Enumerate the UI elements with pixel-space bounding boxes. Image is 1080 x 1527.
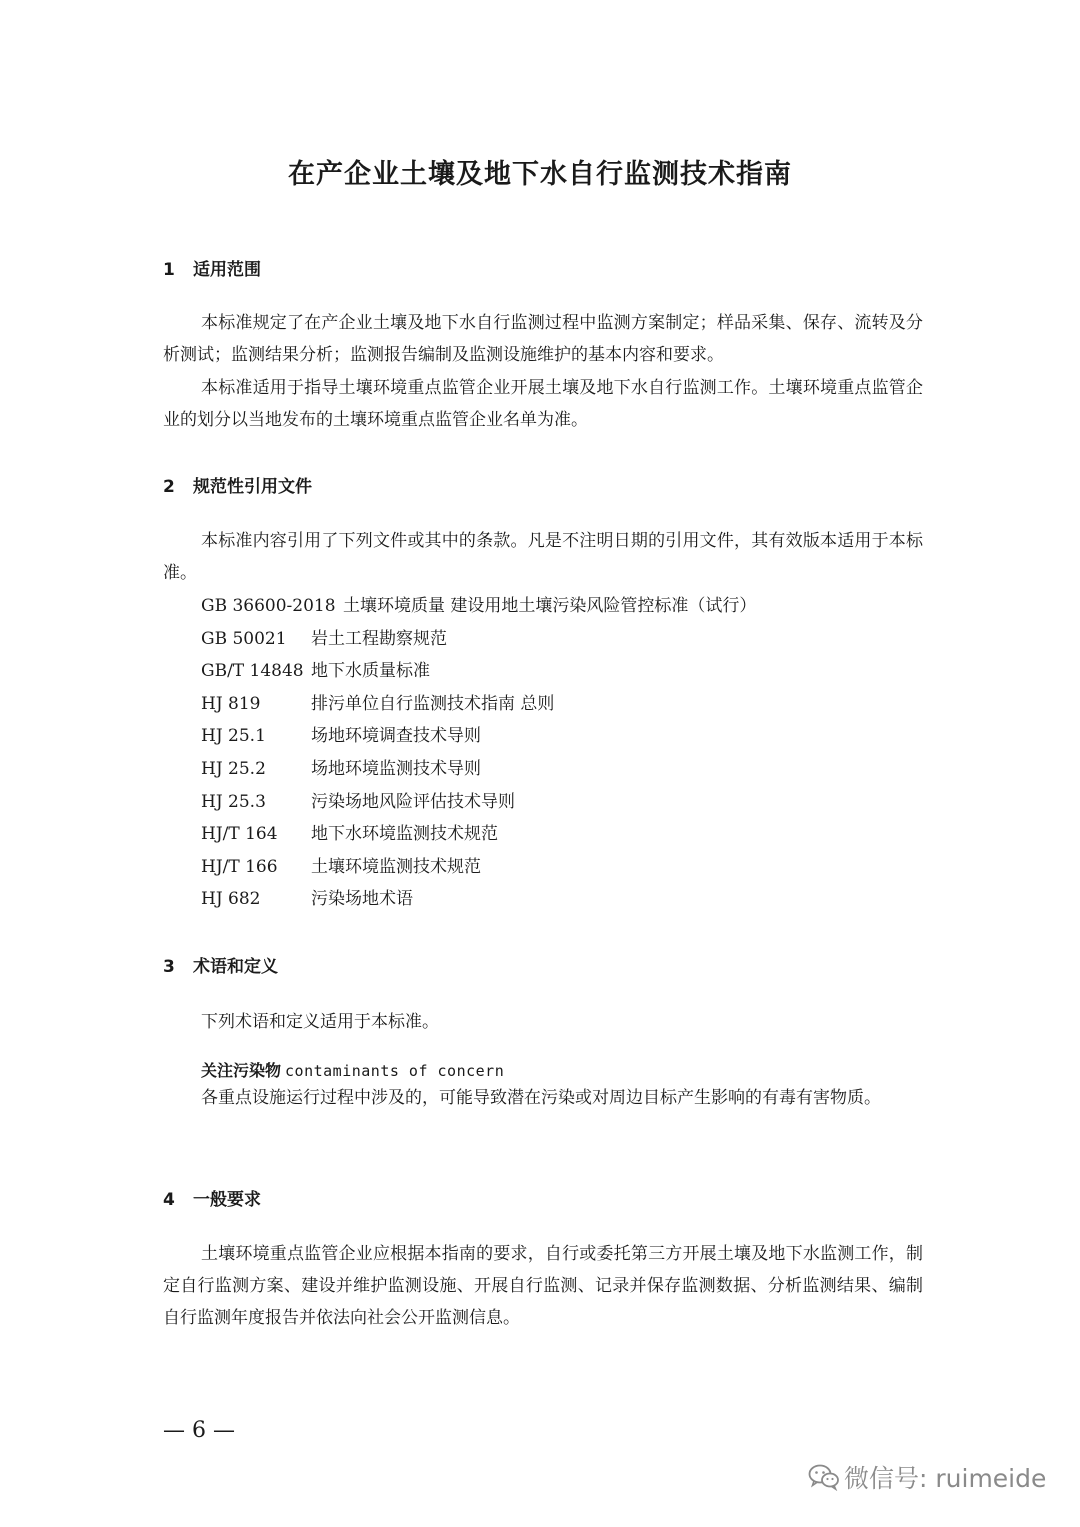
reference-row (201, 786, 756, 819)
reference-code: GB 36600-2018 (201, 596, 336, 616)
reference-row (201, 883, 756, 916)
section-3-heading (163, 952, 278, 977)
reference-code: HJ 25.3 (201, 791, 266, 812)
reference-code: HJ 25.2 (201, 758, 266, 779)
reference-code: HJ 819 (201, 693, 261, 714)
reference-code: HJ 682 (201, 889, 261, 910)
page-title: 在产企业土壤及地下水自行监测技术指南 (288, 159, 792, 190)
section-1-paragraph-2: 本标准适用于指导土壤环境重点监管企业开展土壤及地下水自行监测工作。土壤环境重点监管企业的划分以当地发布的土壤环境重点监管企业名单为准。 (163, 378, 923, 430)
section-2-number: 2 (163, 477, 175, 497)
section-3-paragraph-1: 下列术语和定义适用于本标准。 (201, 1012, 439, 1032)
section-3-number: 3 (163, 957, 175, 977)
reference-name: 污染场地术语 (311, 889, 413, 910)
section-4-heading (163, 1185, 261, 1210)
term-zh: 关注污染物 (201, 1061, 282, 1080)
reference-row (201, 655, 756, 688)
reference-row (201, 623, 756, 656)
section-1-number: 1 (163, 260, 175, 280)
reference-row (201, 818, 756, 851)
term-en: contaminants of concern (285, 1062, 505, 1080)
reference-row (201, 590, 756, 623)
section-2-heading (163, 472, 312, 497)
section-1-title: 适用范围 (193, 260, 261, 280)
reference-name: 场地环境调查技术导则 (311, 726, 481, 747)
reference-list (201, 590, 756, 916)
reference-row (201, 851, 756, 884)
reference-name: 排污单位自行监测技术指南 总则 (311, 693, 555, 714)
reference-code: HJ/T 166 (201, 856, 278, 877)
section-4-number: 4 (163, 1190, 175, 1210)
reference-row (201, 720, 756, 753)
reference-name: 地下水环境监测技术规范 (311, 824, 498, 845)
term-heading (201, 1058, 504, 1081)
page-number: — 6 — (163, 1418, 235, 1443)
section-4-title: 一般要求 (193, 1190, 261, 1210)
reference-row (201, 688, 756, 721)
reference-code: HJ 25.1 (201, 726, 266, 747)
wechat-watermark (808, 1459, 1046, 1495)
reference-name: 场地环境监测技术导则 (311, 758, 481, 779)
section-1-heading (163, 255, 261, 280)
reference-name: 岩土工程勘察规范 (311, 628, 447, 649)
section-2-title: 规范性引用文件 (193, 477, 312, 497)
section-2-paragraph-1: 本标准内容引用了下列文件或其中的条款。凡是不注明日期的引用文件，其有效版本适用于本标准。 (163, 531, 923, 583)
reference-name: 土壤环境质量 建设用地土壤污染风险管控标准（试行） (343, 596, 757, 616)
section-4-paragraph-1: 土壤环境重点监管企业应根据本指南的要求，自行或委托第三方开展土壤及地下水监测工作，制定自行监测方案、建设并维护监测设施、开展自行监测、记录并保存监测数据、分析监测结果、编制自行监测年度报告并依法向社会公开监测信息。 (163, 1244, 923, 1328)
wechat-icon (808, 1463, 840, 1491)
watermark-text: 微信号: ruimeide (844, 1464, 1047, 1493)
reference-name: 地下水质量标准 (311, 661, 430, 682)
reference-name: 土壤环境监测技术规范 (311, 856, 481, 877)
reference-code: GB 50021 (201, 628, 287, 649)
term-definition: 各重点设施运行过程中涉及的，可能导致潜在污染或对周边目标产生影响的有毒有害物质。 (201, 1088, 881, 1108)
reference-name: 污染场地风险评估技术导则 (311, 791, 515, 812)
section-1-paragraph-1: 本标准规定了在产企业土壤及地下水自行监测过程中监测方案制定；样品采集、保存、流转及分析测试；监测结果分析；监测报告编制及监测设施维护的基本内容和要求。 (163, 313, 923, 365)
section-3-title: 术语和定义 (193, 957, 278, 977)
reference-row (201, 753, 756, 786)
reference-code: GB/T 14848 (201, 661, 304, 682)
reference-code: HJ/T 164 (201, 824, 278, 845)
